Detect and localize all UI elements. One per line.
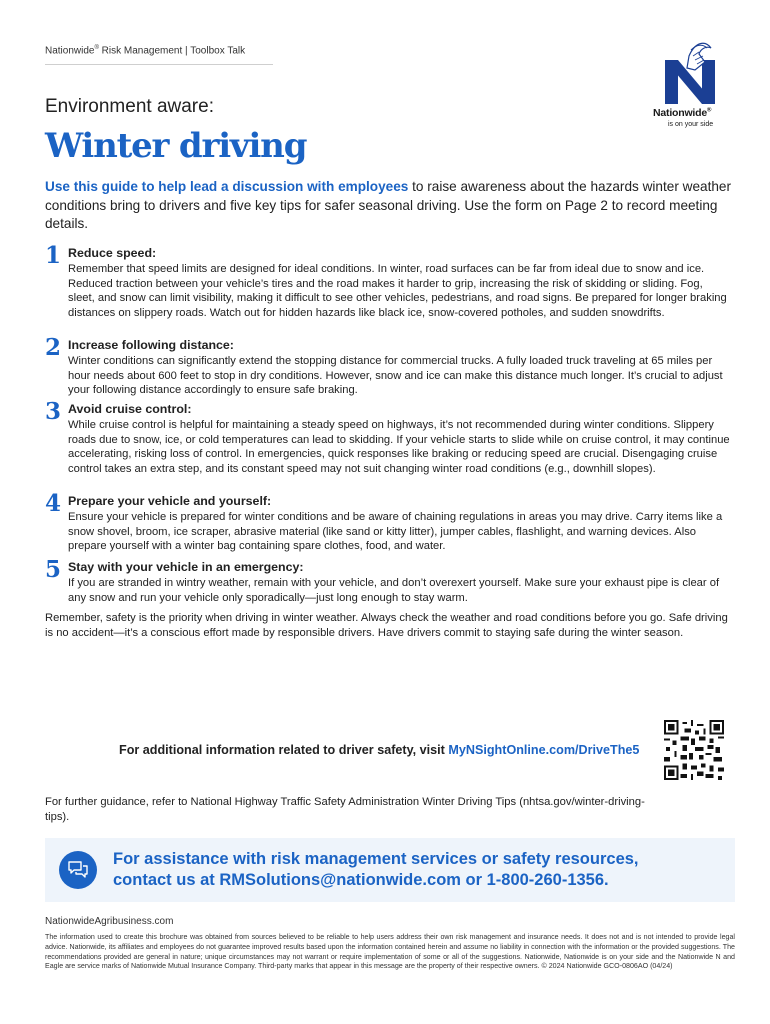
assistance-panel [45,838,735,902]
tip-number: 5 [45,556,62,583]
tip-number: 3 [45,398,62,425]
tip-body: Remember that speed limits are designed for ideal conditions. In winter, road surfaces can be far from ideal due to snow and ice. Reduced traction between your vehicle’s tires and the road makes it harder to grip, increasing the risk of skidding or sliding. Fog, sleet, and snow can limit visibility, making it difficult to see other vehicles, pedestrians, and road signs. Be prepared for longer braking distances on slippery roads. Watch out for hidden hazards like black ice, snow-covered potholes, and sudden snowdrifts. [68,263,727,320]
tip-number: 1 [45,242,62,269]
logo-wordmark: Nationwide® [653,107,712,119]
assistance-line-2[interactable]: contact us at RMSolutions@nationwide.com or 1-800-260-1356. [113,871,609,889]
header-section: Risk Management | Toolbox Talk [98,45,246,57]
drivethe5-link[interactable]: MyNSightOnline.com/DriveThe5 [448,743,640,757]
logo-tagline: is on your side [668,121,714,128]
tip-body: If you are stranded in wintry weather, remain with your vehicle, and don’t overexert yourself. Make sure your exhaust pipe is clear of any snow and run your vehicle only sporadically—just long enough to stay warm. [68,577,720,604]
intro-paragraph [45,178,735,234]
intro-lead: Use this guide to help lead a discussion with employees [45,179,409,194]
chat-bubbles-icon [59,851,97,889]
tip-title: Avoid cruise control: [68,402,192,416]
tip-number: 4 [45,490,62,517]
closing-paragraph: Remember, safety is the priority when driving in winter weather. Always check the weather and road conditions before you go. Safe driving is no accident—it’s a conscious effort made by responsible drivers. Have drivers commit to staying safe during the winter season. [45,612,728,639]
assistance-text [113,849,639,891]
header-label [45,45,245,56]
header-brand: Nationwide [45,45,95,57]
tip-body: Ensure your vehicle is prepared for winter conditions and be aware of chaining regulations in areas you may drive. Carry items like a snow shovel, broom, ice scraper, abrasive material (like sand or kitty litter), jumper cables, flashlight, and warning devices. Also prepare yourself with a winter bag containing spare clothes, food, and water. [68,511,723,553]
page-kicker: Environment aware: [45,96,214,117]
additional-info-text: For additional information related to driver safety, visit [119,743,449,757]
qr-code-icon[interactable] [664,720,724,780]
header-reg-mark: ® [94,45,99,51]
page-title: Winter driving [45,126,307,166]
tip-title: Prepare your vehicle and yourself: [68,494,272,508]
header-divider [45,64,273,65]
tip-title: Increase following distance: [68,338,234,352]
tip-title: Stay with your vehicle in an emergency: [68,560,304,574]
tip-number: 2 [45,334,62,361]
legal-disclaimer: The information used to create this brochure was obtained from sources believed to be reliable to help users address their own risk management and insurance needs. It does not and is not intended to provide legal advice. Nationwide, its affiliates and employees do not guarantee improved results based upon the information contained herein and assume no liability in connection with the information or the provided suggestions. The recommendations provided are general in nature; unique circumstances may not warrant or require implementation of some or all of the suggestions. Nationwide, Nationwide is on your side and the Nationwide N and Eagle are service marks of Nationwide Mutual Insurance Company. Third-party marks that appear in this message are the property of their respective owners. © 2024 Nationwide GCO-0806AO (04/24) [45,933,735,971]
tip-body: While cruise control is helpful for maintaining a steady speed on highways, it’s not recommended during winter conditions. Slippery roads due to snow, ice, or cold temperatures can lead to skidding. If your vehicle starts to slide while on cruise control, it may continue accelerating, risking loss of control. In emergencies, quick responses like braking or reducing speed are crucial. Disengaging cruise control takes an extra step, and its constant speed may not suit changing winter road conditions (e.g., downhill slopes). [68,419,730,476]
intro-rest: to raise awareness about the hazards winter weather conditions bring to drivers and five key tips for safer seasonal driving. Use the form on Page 2 to record meeting details. [45,179,731,231]
tip-title: Reduce speed: [68,246,157,260]
additional-info [119,743,639,757]
website-url[interactable]: NationwideAgribusiness.com [45,916,174,927]
assistance-line-1: For assistance with risk management services or safety resources, [113,850,639,868]
further-guidance: For further guidance, refer to National Highway Traffic Safety Administration Winter Driving Tips (nhtsa.gov/winter-driving-tips). [45,796,645,823]
tip-body: Winter conditions can significantly extend the stopping distance for commercial trucks. A fully loaded truck traveling at 65 miles per hour needs about 600 feet to stop in dry conditions. However, snow and ice can make this distance much longer. It’s crucial to adjust your following distance accordingly to ensure safe braking. [68,355,723,397]
